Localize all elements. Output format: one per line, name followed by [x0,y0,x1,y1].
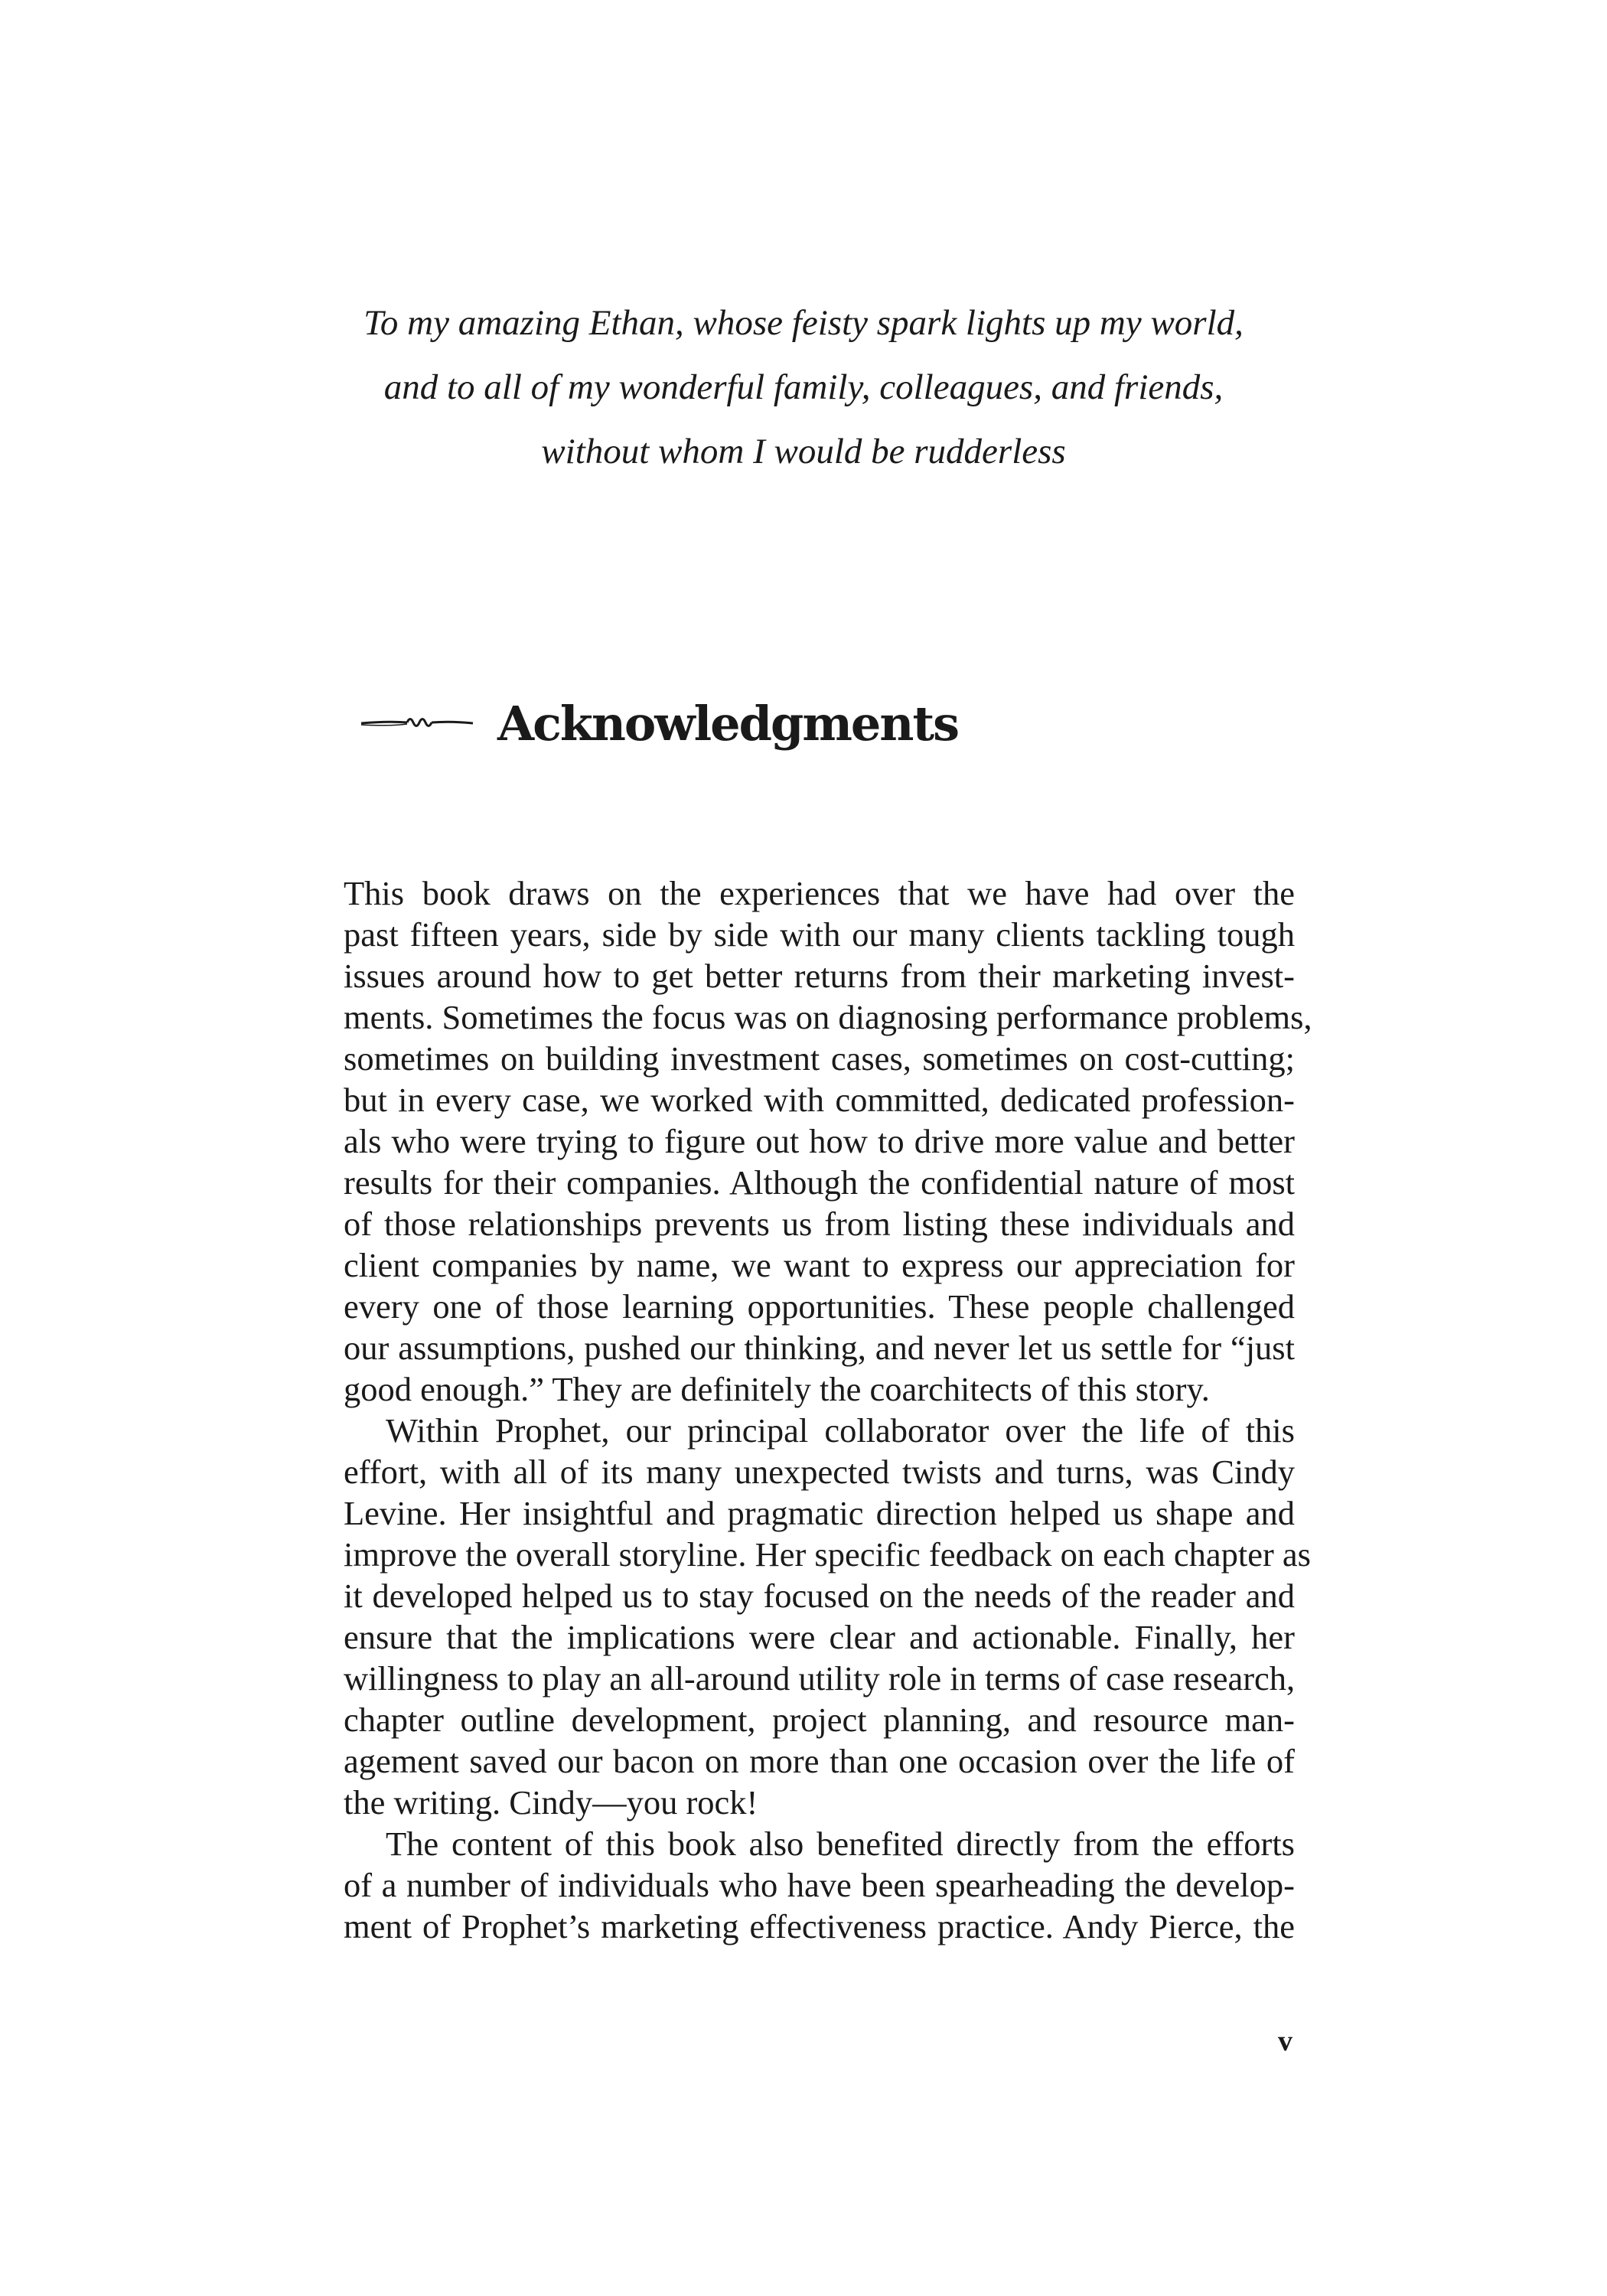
text-line: ments. Sometimes the focus was on diagnosing performance problems, [344,998,1312,1036]
text-line: The content of this book also benefited directly from the efforts [386,1825,1295,1863]
text-line: ensure that the implications were clear and actionable. Finally, her [344,1618,1295,1656]
dedication-line: and to all of my wonderful family, colleagues, and friends, [383,367,1224,407]
acknowledgments-body [344,872,1312,1947]
text-line: als who were trying to figure out how to drive more value and better [344,1122,1295,1160]
dedication-line: To my amazing Ethan, whose feisty spark lights up my world, [363,303,1244,343]
dedication [0,291,1607,484]
text-line: of a number of individuals who have been spearheading the develop- [344,1866,1295,1904]
text-line: client companies by name, we want to express our appreciation for [344,1246,1295,1284]
text-line: past fifteen years, side by side with our many clients tackling tough [344,915,1295,954]
text-line: of those relationships prevents us from listing these individuals and [344,1205,1295,1243]
text-line: good enough.” They are definitely the coarchitects of this story. [344,1370,1210,1408]
text-line: it developed helped us to stay focused on the needs of the reader and [344,1577,1295,1615]
text-line: sometimes on building investment cases, sometimes on cost-cutting; [344,1039,1295,1078]
text-line: Within Prophet, our principal collaborator over the life of this [386,1411,1295,1450]
page-number: v [1278,2025,1292,2057]
flourish-ornament-icon [360,712,474,735]
text-line: our assumptions, pushed our thinking, and never let us settle for “just [344,1329,1295,1367]
text-line: the writing. Cindy—you rock! [344,1783,758,1821]
text-line: chapter outline development, project planning, and resource man- [344,1701,1295,1739]
text-line: agement saved our bacon on more than one occasion over the life of [344,1742,1295,1780]
text-line: willingness to play an all-around utility role in terms of case research, [344,1659,1296,1698]
dedication-line: without whom I would be rudderless [541,432,1066,471]
text-line: but in every case, we worked with committed, dedicated profession- [344,1081,1295,1119]
text-line: improve the overall storyline. Her specific feedback on each chapter as [344,1535,1311,1574]
text-line: effort, with all of its many unexpected twists and turns, was Cindy [344,1453,1295,1491]
text-line: issues around how to get better returns from their marketing invest- [344,957,1295,995]
page-title: Acknowledgments [497,695,958,752]
text-line: This book draws on the experiences that we have had over the [344,874,1295,912]
text-line: results for their companies. Although the confidential nature of most [344,1163,1295,1202]
text-line: Levine. Her insightful and pragmatic direction helped us shape and [344,1494,1295,1532]
section-heading [360,685,958,762]
text-line: ment of Prophet’s marketing effectiveness practice. Andy Pierce, the [344,1907,1295,1945]
text-line: every one of those learning opportunities. These people challenged [344,1287,1295,1326]
